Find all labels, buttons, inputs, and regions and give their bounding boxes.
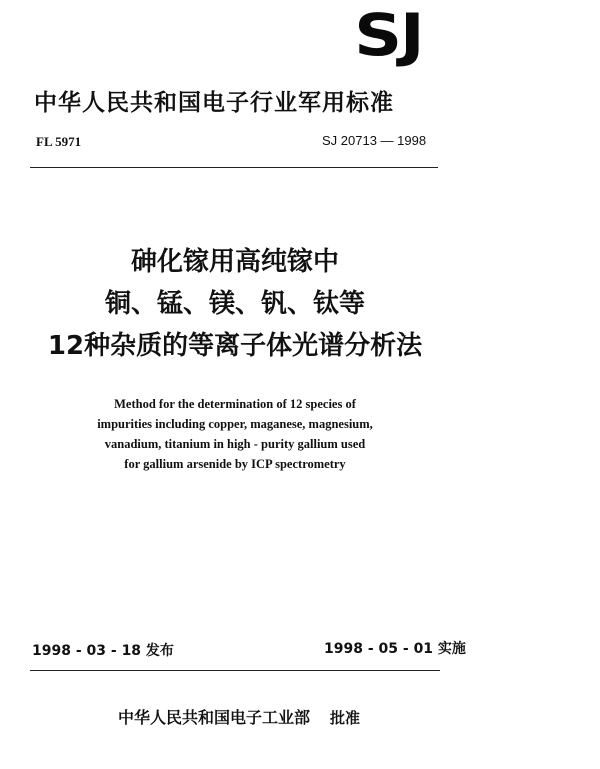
effective-date: 1998 - 05 - 01 实施 <box>324 641 466 657</box>
approval-action: 批准 <box>330 709 361 727</box>
title-chinese-line-1: 砷化镓用高纯镓中 <box>130 247 339 277</box>
approving-authority: 中华人民共和国电子工业部 <box>118 708 311 727</box>
classification-code: FL 5971 <box>36 134 82 149</box>
title-chinese-line-2: 铜、锰、镁、钒、钛等 <box>104 289 365 319</box>
standard-category-title: 中华人民共和国电子行业军用标准 <box>34 90 394 116</box>
issue-date: 1998 - 03 - 18 发布 <box>32 643 174 659</box>
title-english-line-3: vanadium, titanium in high - purity gallium used <box>104 437 366 451</box>
footer-divider <box>30 670 440 671</box>
title-chinese-line-3: 12种杂质的等离子体光谱分析法 <box>47 331 423 361</box>
approval-line <box>118 705 360 728</box>
title-english-line-1: Method for the determination of 12 species of <box>114 397 356 411</box>
standard-number: SJ 20713 — 1998 <box>322 133 427 148</box>
sj-logo: SJ <box>353 1 422 69</box>
title-english-line-4: for gallium arsenide by ICP spectrometry <box>124 457 346 471</box>
header-divider <box>30 167 438 168</box>
title-english-line-2: impurities including copper, maganese, magnesium, <box>97 417 373 431</box>
